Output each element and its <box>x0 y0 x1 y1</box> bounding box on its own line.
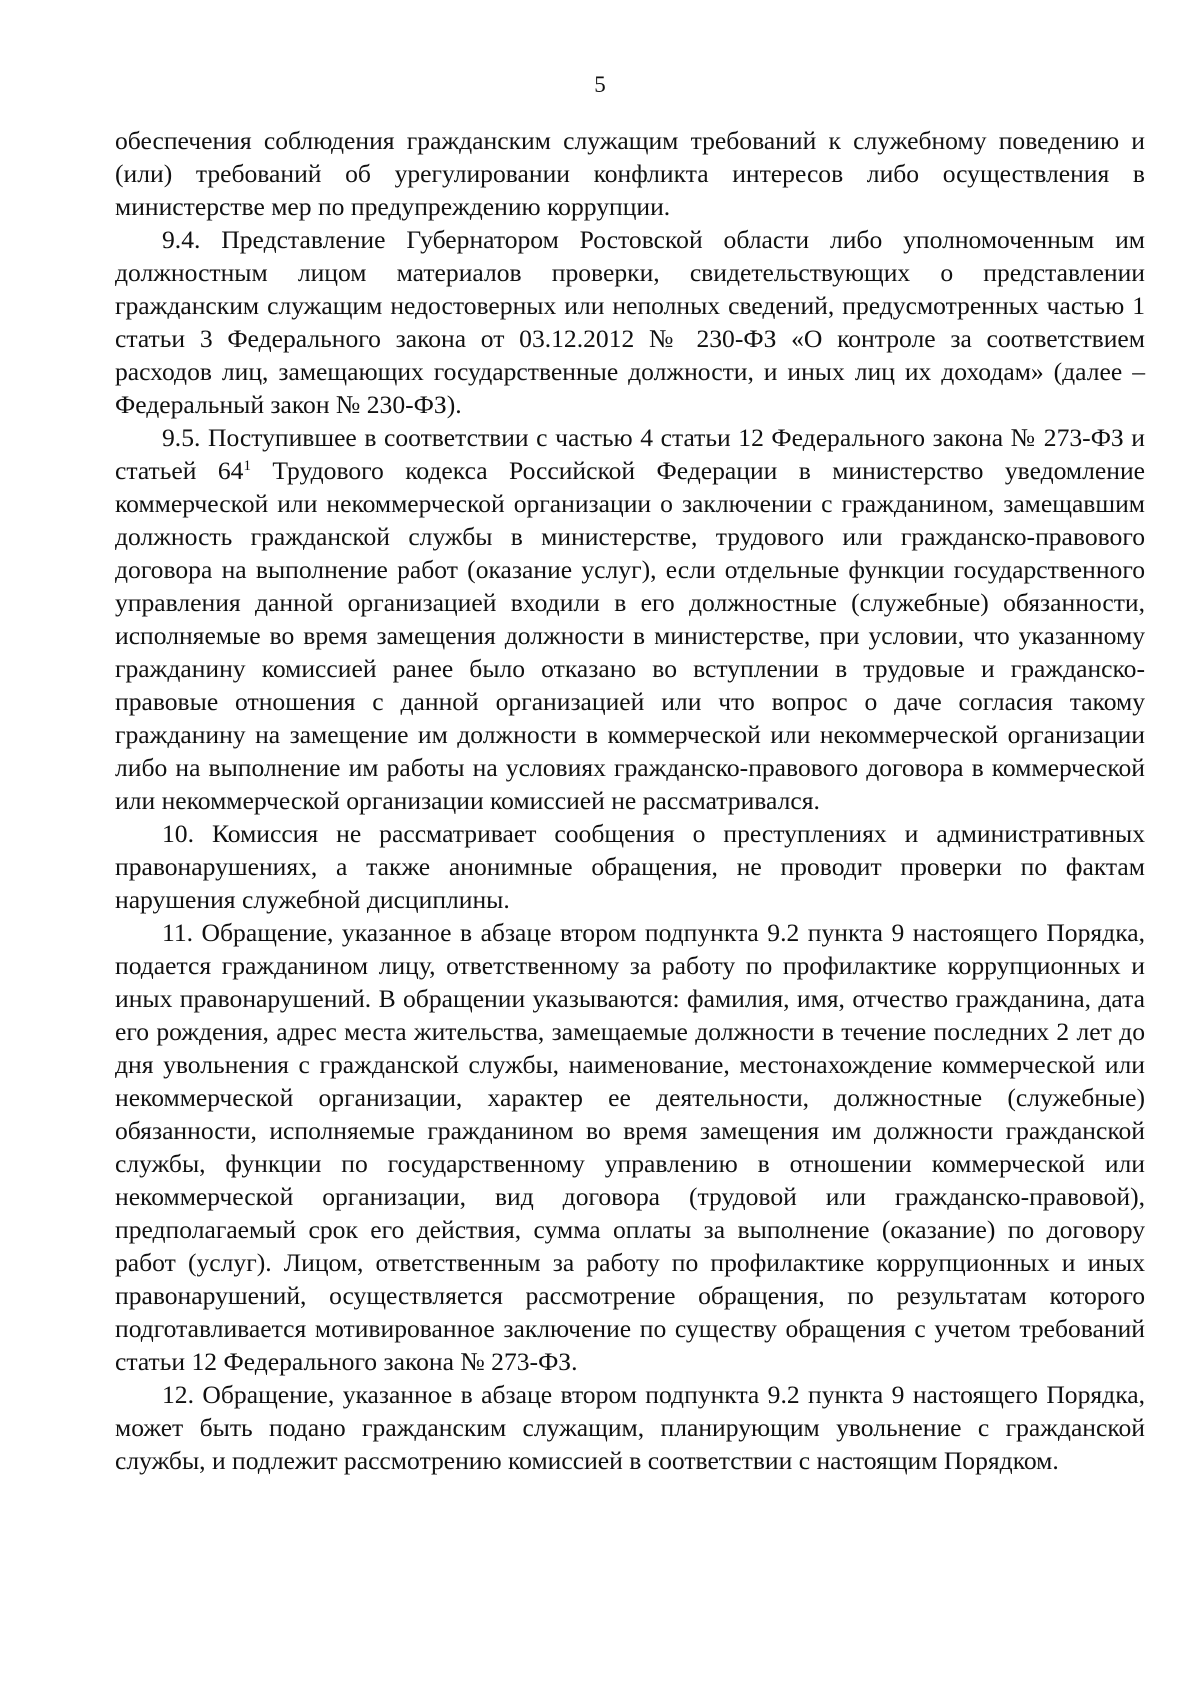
paragraph-11: 11. Обращение, указанное в абзаце втором подпункта 9.2 пункта 9 настоящего Порядка, подается гражданином лицу, ответственному за работу по профилактике коррупционных и иных правонарушений. В обращении указываются: фамилия, имя, отчество гражданина, дата его рождения, адрес места жительства, замещаемые должности в течение последних 2 лет до дня увольнения с гражданской службы, наименование, местонахождение коммерческой или некоммерческой организации, характер ее деятельности, должностные (служебные) обязанности, исполняемые гражданином во время замещения им должности гражданской службы, функции по государственному управлению в отношении коммерческой или некоммерческой организации, вид договора (трудовой или гражданско-правовой), предполагаемый срок его действия, сумма оплаты за выполнение (оказание) по договору работ (услуг). Лицом, ответственным за работу по профилактике коррупционных и иных правонарушений, осуществляется рассмотрение обращения, по результатам которого подготавливается мотивированное заключение по существу обращения с учетом требований статьи 12 Федерального закона № 273-ФЗ. <box>115 918 1145 1376</box>
paragraph-12: 12. Обращение, указанное в абзаце втором подпункта 9.2 пункта 9 настоящего Порядка, может быть подано гражданским служащим, планирующим увольнение с гражданской службы, и подлежит рассмотрению комиссией в соответствии с настоящим Порядком. <box>115 1380 1145 1475</box>
paragraph-continuation: обеспечения соблюдения гражданским служащим требований к служебному поведению и (или) требований об урегулировании конфликта интересов либо осуществления в министерстве мер по предупреждению коррупции. <box>115 126 1145 221</box>
paragraph-9-5-part-2: Трудового кодекса Российской Федерации в министерство уведомление коммерческой или некоммерческой организации о заключении с гражданином, замещавшим должность гражданской службы в министерстве, трудового или гражданско-правового договора на выполнение работ (оказание услуг), если отдельные функции государственного управления данной организацией входили в его должностные (служебные) обязанности, исполняемые во время замещения должности в министерстве, при условии, что указанному гражданину комиссией ранее было отказано во вступлении в трудовые и гражданско-правовые отношения с данной организацией или что вопрос о даче согласия такому гражданину на замещение им должности в коммерческой или некоммерческой организации либо на выполнение им работы на условиях гражданско-правового договора в коммерческой или некоммерческой организации комиссией не рассматривался. <box>115 456 1145 815</box>
paragraph-9-5 <box>115 421 1145 817</box>
document-body <box>115 124 1145 1477</box>
paragraph-9-4: 9.4. Представление Губернатором Ростовской области либо уполномоченным им должностным лицом материалов проверки, свидетельствующих о представлении гражданским служащим недостоверных или неполных сведений, предусмотренных частью 1 статьи 3 Федерального закона от 03.12.2012 № 230-ФЗ «О контроле за соответствием расходов лиц, замещающих государственные должности, и иных лиц их доходам» (далее – Федеральный закон № 230-ФЗ). <box>115 225 1145 419</box>
paragraph-9-5-part-1: 9.5. Поступившее в соответствии с частью 4 статьи 12 Федерального закона № 273-ФЗ и статьей 64 <box>115 423 1145 485</box>
paragraph-10: 10. Комиссия не рассматривает сообщения о преступлениях и административных правонарушениях, а также анонимные обращения, не проводит проверки по фактам нарушения служебной дисциплины. <box>115 819 1145 914</box>
page-number: 5 <box>594 72 606 97</box>
superscript-footnote: 1 <box>243 458 251 474</box>
